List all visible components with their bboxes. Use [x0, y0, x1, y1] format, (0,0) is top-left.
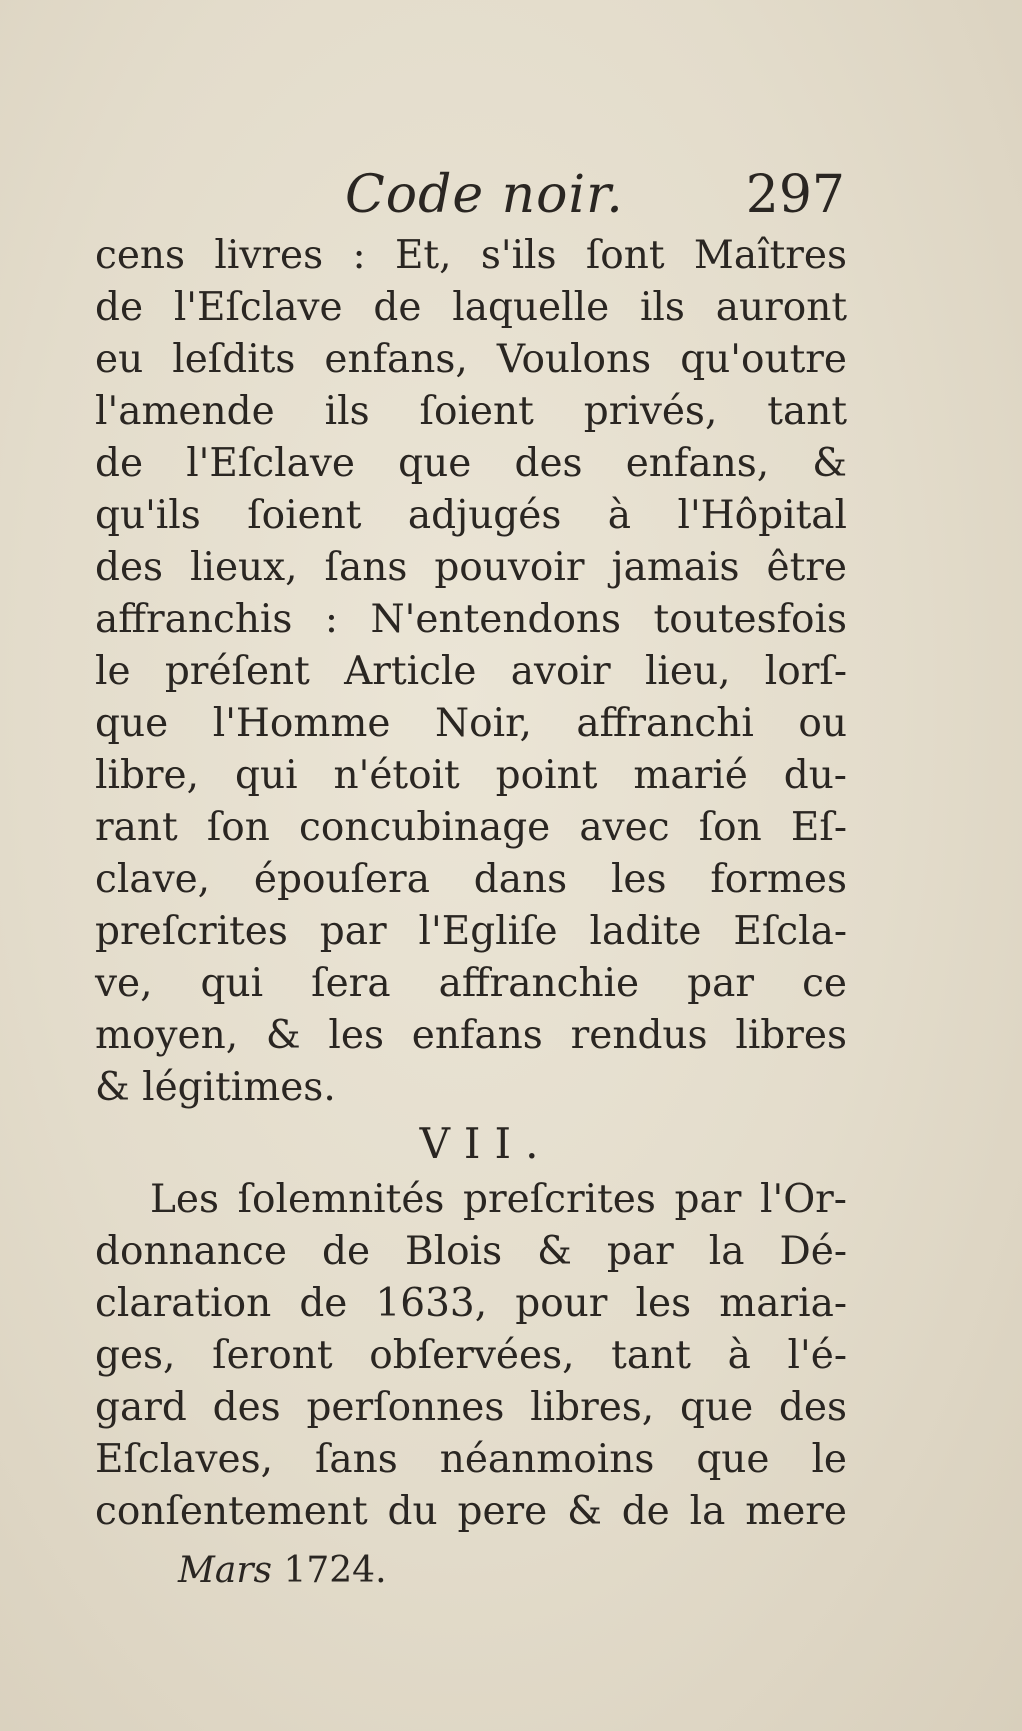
- text-line: moyen, & les enfans rendus libres: [95, 1013, 847, 1058]
- page-number: 297: [745, 165, 845, 225]
- paragraph-2: [95, 1174, 847, 1538]
- text-line: l'amende ils ſoient privés, tant: [95, 389, 847, 434]
- text-line: clave, épouſera dans les formes: [95, 857, 847, 902]
- text-line: de l'Eſclave que des enfans, &: [95, 441, 847, 486]
- text-line: Les ſolemnités preſcrites par l'Or-: [150, 1177, 847, 1222]
- catchword-year: 1724.: [283, 1550, 387, 1591]
- text-line: que l'Homme Noir, affranchi ou: [95, 701, 847, 746]
- text-line: des lieux, ſans pouvoir jamais être: [95, 545, 847, 590]
- text-line: conſentement du pere & de la mere: [95, 1489, 847, 1534]
- text-line: claration de 1633, pour les maria-: [95, 1281, 847, 1326]
- text-line: qu'ils ſoient adjugés à l'Hôpital: [95, 493, 847, 538]
- text-line: de l'Eſclave de laquelle ils auront: [95, 285, 847, 330]
- body-text: [95, 230, 847, 1538]
- catchword-footer: [178, 1546, 387, 1596]
- text-line: ges, ſeront obſervées, tant à l'é-: [95, 1333, 847, 1378]
- text-line: gard des perſonnes libres, que des: [95, 1385, 847, 1430]
- running-title: Code noir.: [345, 165, 624, 225]
- text-line: eu leſdits enfans, Voulons qu'outre: [95, 337, 847, 382]
- text-line: Eſclaves, ſans néanmoins que le: [95, 1437, 847, 1482]
- catchword-month: Mars: [178, 1550, 273, 1591]
- text-line: ve, qui ſera affranchie par ce: [95, 961, 847, 1006]
- page-header: [95, 160, 845, 230]
- text-line: libre, qui n'étoit point marié du-: [95, 753, 847, 798]
- paragraph-1: [95, 230, 847, 1114]
- text-line: & légitimes.: [95, 1065, 336, 1110]
- text-line: cens livres : Et, s'ils ſont Maîtres: [95, 233, 847, 278]
- text-line: le préſent Article avoir lieu, lorſ-: [95, 649, 847, 694]
- section-number: VII.: [419, 1119, 553, 1168]
- text-line: preſcrites par l'Egliſe ladite Eſcla-: [95, 909, 847, 954]
- text-line: donnance de Blois & par la Dé-: [95, 1229, 847, 1274]
- text-line: affranchis : N'entendons toutesfois: [95, 597, 847, 642]
- text-line: rant ſon concubinage avec ſon Eſ-: [95, 805, 847, 850]
